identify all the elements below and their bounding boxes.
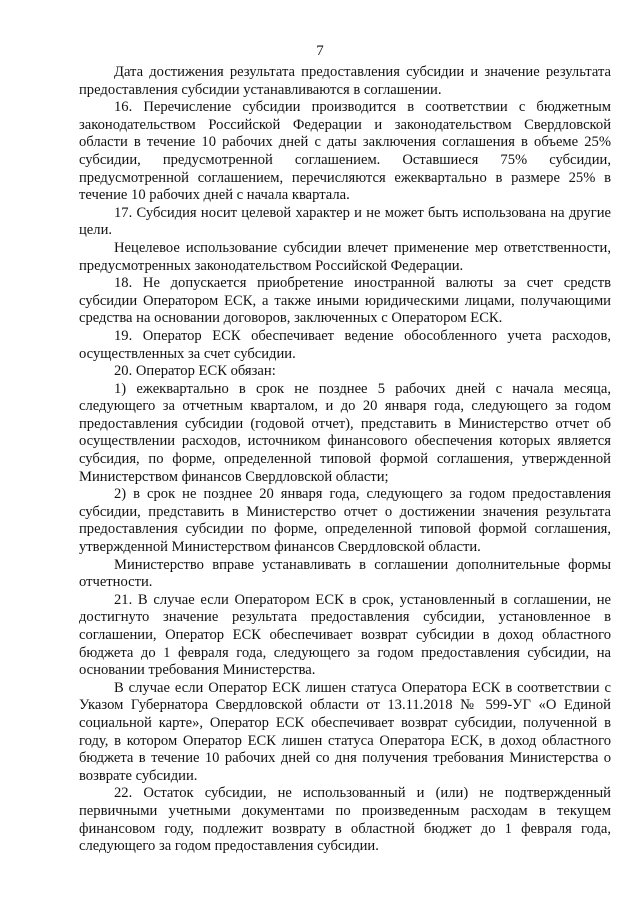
paragraph-17: 17. Субсидия носит целевой характер и не может быть использована на другие цели. <box>79 204 611 239</box>
paragraph-18: 18. Не допускается приобретение иностранной валюты за счет средств субсидии Оператором ЕСК, а также иными юридическими лицами, получающими средства на основании договоров, заключенных с Оператором ЕСК. <box>79 275 611 327</box>
paragraph-misuse: Нецелевое использование субсидии влечет применение мер ответственности, предусмотренных законодательством Российской Федерации. <box>79 239 611 274</box>
paragraph-result-date: Дата достижения результата предоставления субсидии и значение результата предоставления субсидии устанавливаются в соглашении. <box>79 64 611 98</box>
paragraph-21: 21. В случае если Оператором ЕСК в срок, установленный в соглашении, не достигнуто значение результата предоставления субсидии, установленное в соглашении, Оператор ЕСК обеспечивает возврат субсидии в доход областного бюджета до 1 февраля года, следующего за годом предоставления субсидии, на основании требования Министерства. <box>79 591 611 679</box>
document-body <box>79 64 611 856</box>
page-number: 7 <box>316 43 324 59</box>
paragraph-20-item-2: 2) в срок не позднее 20 января года, следующего за годом предоставления субсидии, представить в Министерство отчет о достижении значения результата предоставления субсидии по форме, определенной типовой формой соглашения, утвержденной Министерством финансов Свердловской области. <box>79 486 611 556</box>
paragraph-16: 16. Перечисление субсидии производится в соответствии с бюджетным законодательством Российской Федерации и законодательством Свердловской области в течение 10 рабочих дней с даты заключения соглашения в объеме 25% субсидии, предусмотренной соглашением. Оставшиеся 75% субсидии, предусмотренной соглашением, перечисляются ежеквартально в размере 25% в течение 10 рабочих дней с начала квартала. <box>79 99 611 204</box>
paragraph-20: 20. Оператор ЕСК обязан: <box>114 363 276 380</box>
paragraph-20-item-1: 1) ежеквартально в срок не позднее 5 рабочих дней с начала месяца, следующего за отчетным кварталом, и до 20 января года, следующего за годом предоставления субсидии (годовой отчет), представить в Министерство отчет об осуществлении расходов, источником финансового обеспечения которых является субсидия, по форме, определенной типовой формой соглашения, утвержденной Министерством финансов Свердловской области; <box>79 380 611 485</box>
paragraph-additional-forms: Министерство вправе устанавливать в соглашении дополнительные формы отчетности. <box>79 556 611 591</box>
paragraph-21-status-loss: В случае если Оператор ЕСК лишен статуса Оператора ЕСК в соответствии с Указом Губернатора Свердловской области от 13.11.2018 № 599-УГ «О Единой социальной карте», Оператор ЕСК обеспечивает возврат субсидии, полученной в году, в котором Оператор ЕСК лишен статуса Оператора ЕСК, в доход областного бюджета в течение 10 рабочих дней со дня получения требования Министерства о возврате субсидии. <box>79 679 611 784</box>
paragraph-19: 19. Оператор ЕСК обеспечивает ведение обособленного учета расходов, осуществленных за счет субсидии. <box>79 327 611 362</box>
paragraph-22: 22. Остаток субсидии, не использованный и (или) не подтвержденный первичными учетными документами по произведенным расходам в текущем финансовом году, подлежит возврату в областной бюджет до 1 февраля года, следующего за годом предоставления субсидии. <box>79 785 611 855</box>
